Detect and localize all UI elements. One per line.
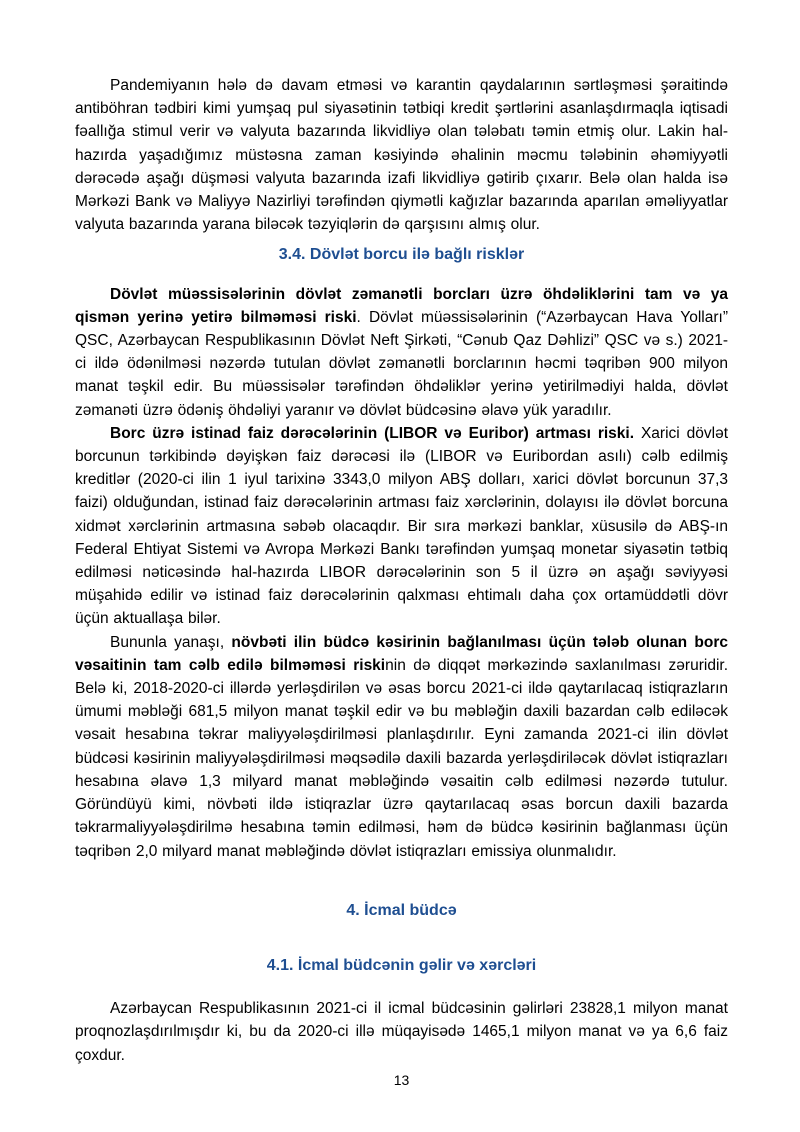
guarantee-risk-paragraph — [75, 283, 728, 422]
libor-risk-body-text: Xarici dövlət borcunun tərkibində dəyişkən faiz dərəcəsi ilə (LIBOR və Euribordan asılı) cəlb edilmiş kreditlər (2020-ci ilin 1 iyul tarixinə 3343,0 milyon ABŞ dolları, xarici dövlət borcunun 37,3 faizi) olduğundan, istinad faiz dərəcələrinin artması faiz xərclərinin, dolayısı ilə dövlət borcuna xidmət xərclərinin artmasına səbəb olacaqdır. Bir sıra mərkəzi banklar, xüsusilə də ABŞ-ın Federal Ehtiyat Sistemi və Avropa Mərkəzi Bankı tərəfindən yumşaq monetar siyasətin tətbiq edilməsi nəticəsində hal-hazırda LIBOR dərəcələrinin son 5 il üzrə ən aşağı səviyyəsi müşahidə edilir və istinad faiz dərəcələrinin qalxması ehtimalı daha çox ortamüddətli dövr üçün aktuallaşa bilər. — [75, 424, 729, 628]
section-4-1-heading: 4.1. İcmal büdcənin gəlir və xərcləri — [266, 956, 537, 974]
section-3-4-heading: 3.4. Dövlət borcu ilə bağlı risklər — [278, 246, 525, 264]
refinancing-risk-bold-text: növbəti ilin büdcə kəsirinin bağlanılması üçün tələb olunan borc vəsaitinin tam cəlb edilə bilməməsi riski — [75, 633, 728, 674]
refinancing-risk-lead-text: Bununla yanaşı, — [110, 633, 232, 651]
section-4-heading: 4. İcmal büdcə — [346, 901, 457, 919]
intro-paragraph: Pandemiyanın hələ də davam etməsi və karantin qaydalarının sərtləşməsi şəraitində antiböhran tədbiri kimi yumşaq pul siyasətinin tətbiqi kredit şərtlərini asanlaşdırmaqla iqtisadi fəallığa stimul verir və valyuta bazarında likvidliyə olan tələbatı təmin etmiş olur. Lakin hal-hazırda yaşadığımız müstəsna zaman kəsiyində əhalinin məcmu tələbinin əhəmiyyətli dərəcədə aşağı düşməsi valyuta bazarında izafi likvidliyə gətirib çıxarır. Belə olan halda isə Mərkəzi Bank və Maliyyə Nazirliyi tərəfindən qiymətli kağızlar bazarında aparılan əməliyyatlar valyuta bazarında yarana biləcək təzyiqlərin də qarşısını almış olur. — [75, 77, 728, 234]
consolidated-budget-paragraph: Azərbaycan Respublikasının 2021-ci il icmal büdcəsinin gəlirləri 23828,1 milyon manat proqnozlaşdırılmışdır ki, bu da 2020-ci illə müqayisədə 1465,1 milyon manat və ya 6,6 faiz çoxdur. — [75, 1000, 728, 1064]
refinancing-risk-paragraph — [75, 631, 728, 863]
refinancing-risk-body-text: nin də diqqət mərkəzində saxlanılması zəruridir. Belə ki, 2018-2020-ci illərdə yerləşdirilən və əsas borcu 2021-ci ildə qaytarılacaq istiqrazların ümumi məbləği 681,5 milyon manat təşkil edir və bu məbləğin daxili bazardan cəlb ediləcək vəsait hesabına təkrar maliyyələşdirilməsi planlaşdırılır. Eyni zamanda 2021-ci ilin dövlət büdcəsi kəsirinin maliyyələşdirilməsi məqsədilə daxili bazarda yerləşdiriləcək dövlət istiqrazları hesabına əlavə 1,3 milyard manat məbləğində vəsaitin cəlb edilməsi nəzərdə tutulur. Göründüyü kimi, növbəti ildə istiqrazlar üzrə qaytarılacaq əsas borcun daxili bazarda təkrarmaliyyələşdirilmə hesabına təmin edilməsi, həm də büdcə kəsirinin bağlanması üçün təqribən 2,0 milyard manat məbləğində dövlət istiqrazları emissiya olunmalıdır. — [75, 656, 728, 860]
guarantee-risk-bold-lead: Dövlət müəssisələrinin dövlət zəmanətli borcları üzrə öhdəliklərini tam və ya qismən yerinə yetirə bilməməsi riski — [75, 285, 728, 326]
guarantee-risk-body-text: . Dövlət müəssisələrinin (“Azərbaycan Hava Yolları” QSC, Azərbaycan Respublikasının Dövlət Neft Şirkəti, “Cənub Qaz Dəhlizi” QSC və s.) 2021-ci ildə ödənilməsi nəzərdə tutulan dövlət zəmanətli borclarının həcmi təqribən 900 milyon manat təşkil edir. Bu müəssisələr tərəfindən öhdəliklər yerinə yetirilmədiyi halda, dövlət zəmanəti üzrə ödəniş öhdəliyi yaranır və dövlət büdcəsinə əlavə yük yaradılır. — [75, 308, 728, 419]
libor-risk-paragraph — [75, 422, 728, 631]
libor-risk-bold-lead: Borc üzrə istinad faiz dərəcələrinin (LIBOR və Euribor) artması riski. — [110, 424, 635, 442]
page-number: 13 — [393, 1071, 410, 1088]
